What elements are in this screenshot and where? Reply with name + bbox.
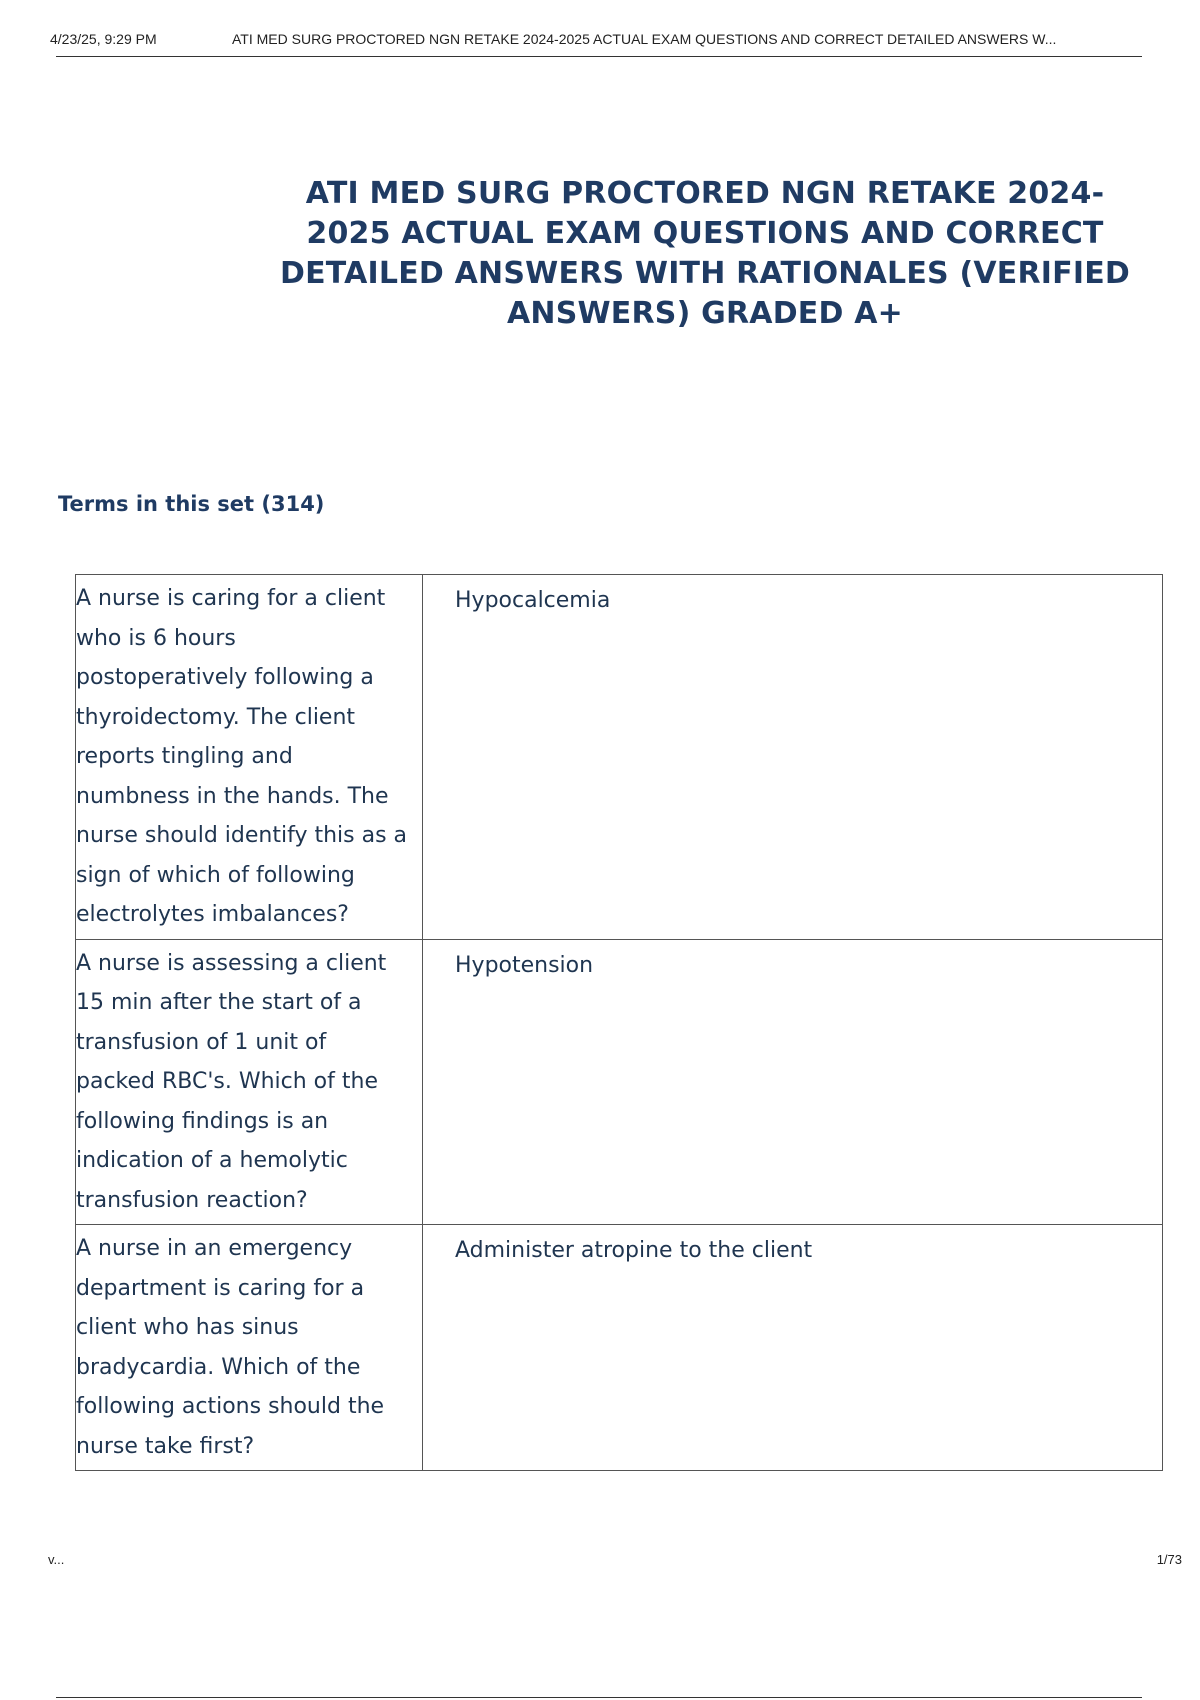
answer-cell: Hypotension xyxy=(423,939,1163,1225)
question-cell: A nurse in an emergency department is caring for a client who has sinus bradycardia. Which of the following actions should the nurse take first? xyxy=(76,1225,423,1471)
print-footer-url: v... xyxy=(48,1552,65,1567)
print-header xyxy=(50,28,1182,54)
answer-cell: Hypocalcemia xyxy=(423,575,1163,940)
header-divider xyxy=(56,56,1142,57)
table-row xyxy=(76,1225,1163,1471)
print-datetime: 4/23/25, 9:29 PM xyxy=(50,31,157,47)
table-row xyxy=(76,939,1163,1225)
page-title: ATI MED SURG PROCTORED NGN RETAKE 2024-2025 ACTUAL EXAM QUESTIONS AND CORRECT DETAILED ANSWERS WITH RATIONALES (VERIFIED ANSWERS) GRADED A+ xyxy=(279,176,1131,331)
flashcard-table xyxy=(75,574,1163,1471)
question-cell: A nurse is assessing a client 15 min after the start of a transfusion of 1 unit of packed RBC's. Which of the following findings is an indication of a hemolytic transfusion reaction? xyxy=(76,939,423,1225)
question-cell: A nurse is caring for a client who is 6 hours postoperatively following a thyroidectomy. The client reports tingling and numbness in the hands. The nurse should identify this as a sign of which of following electrolytes imbalances? xyxy=(76,575,423,940)
footer-divider xyxy=(56,1697,1142,1698)
print-doc-title: ATI MED SURG PROCTORED NGN RETAKE 2024-2025 ACTUAL EXAM QUESTIONS AND CORRECT DETAILED ANSWERS W... xyxy=(232,31,1057,47)
terms-count-heading: Terms in this set (314) xyxy=(58,492,325,516)
answer-cell: Administer atropine to the client xyxy=(423,1225,1163,1471)
page-number: 1/73 xyxy=(1156,1552,1182,1567)
table-row xyxy=(76,575,1163,940)
